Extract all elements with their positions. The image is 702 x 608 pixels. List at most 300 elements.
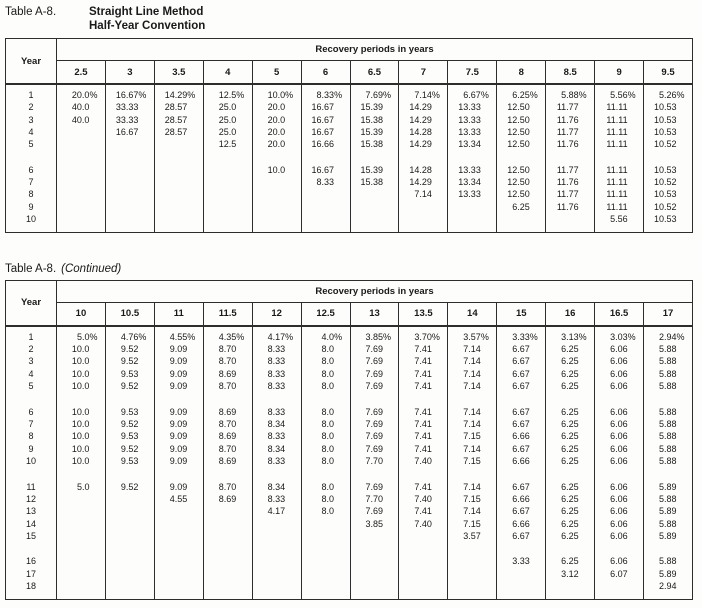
value-cell: 10.0	[57, 356, 106, 368]
table2-title	[5, 263, 696, 275]
data-row-year-2	[6, 101, 693, 113]
value-cell: 8.33	[252, 431, 301, 443]
value-cell: 6.66	[497, 493, 546, 505]
value-cell	[57, 176, 106, 188]
value-cell: 8.69	[203, 455, 252, 467]
value-cell: 6.25	[546, 556, 595, 568]
table1-title-prefix: Table A-8.	[5, 6, 57, 18]
value-cell: 6.25	[546, 418, 595, 430]
value-cell	[105, 556, 154, 568]
value-cell: 14.29	[399, 139, 448, 151]
table-a8-first	[5, 38, 693, 233]
table1-body	[6, 84, 693, 232]
value-cell: 7.14	[448, 418, 497, 430]
data-row-year-8	[6, 431, 693, 443]
value-cell: 8.69	[203, 493, 252, 505]
year-cell: 6	[28, 406, 34, 417]
value-cell: 7.69	[350, 368, 399, 380]
value-cell: 6.06	[595, 381, 644, 393]
value-cell: 11.11	[595, 126, 644, 138]
value-cell: 7.15	[448, 493, 497, 505]
value-cell: 15.38	[350, 176, 399, 188]
value-cell	[350, 581, 399, 593]
value-cell: 8.0	[301, 406, 350, 418]
value-cell: 28.57	[154, 101, 203, 113]
value-cell	[301, 581, 350, 593]
value-cell: 2.94%	[644, 331, 693, 343]
data-row-year-12	[6, 493, 693, 505]
value-cell: 15.38	[350, 139, 399, 151]
value-cell: 13.34	[448, 139, 497, 151]
value-cell: 12.50	[497, 126, 546, 138]
value-cell: 20.0	[252, 114, 301, 126]
year-cell: 2	[28, 102, 34, 113]
value-cell: 6.25	[546, 343, 595, 355]
value-cell: 8.33	[301, 176, 350, 188]
value-cell: 5.88	[644, 418, 693, 430]
value-cell	[546, 581, 595, 593]
value-cell	[252, 189, 301, 201]
value-cell	[350, 189, 399, 201]
value-cell: 5.88	[644, 556, 693, 568]
value-cell	[252, 556, 301, 568]
value-cell	[154, 214, 203, 226]
col-header-11.5: 11.5	[203, 302, 252, 326]
value-cell: 20.0%	[57, 89, 106, 101]
value-cell	[350, 568, 399, 580]
year-cell: 9	[28, 201, 34, 212]
value-cell: 6.06	[595, 493, 644, 505]
col-header-17: 17	[644, 302, 693, 326]
value-cell: 8.69	[203, 431, 252, 443]
year-cell: 10	[25, 214, 36, 225]
value-cell: 9.53	[105, 455, 154, 467]
value-cell: 8.0	[301, 481, 350, 493]
bottom-padding-row	[6, 593, 693, 600]
value-cell: 7.69	[350, 481, 399, 493]
col-header-3.5: 3.5	[154, 61, 203, 85]
value-cell: 11.11	[595, 139, 644, 151]
value-cell	[399, 201, 448, 213]
value-cell: 8.0	[301, 368, 350, 380]
value-cell: 6.06	[595, 518, 644, 530]
value-cell: 13.34	[448, 176, 497, 188]
data-row-year-2	[6, 343, 693, 355]
value-cell: 3.12	[546, 568, 595, 580]
data-row-year-4	[6, 126, 693, 138]
value-cell	[203, 530, 252, 542]
value-cell: 6.06	[595, 556, 644, 568]
value-cell: 16.66	[301, 139, 350, 151]
value-cell	[497, 581, 546, 593]
value-cell: 5.88%	[546, 89, 595, 101]
value-cell: 9.09	[154, 343, 203, 355]
value-cell	[497, 568, 546, 580]
value-cell: 12.5	[203, 139, 252, 151]
year-cell: 8	[28, 189, 34, 200]
table2-body	[6, 326, 693, 600]
value-cell	[350, 556, 399, 568]
col-header-8: 8	[497, 61, 546, 85]
col-header-13.5: 13.5	[399, 302, 448, 326]
value-cell: 7.41	[399, 481, 448, 493]
value-cell: 8.70	[203, 381, 252, 393]
data-row-year-4	[6, 368, 693, 380]
table-a8-continued	[5, 280, 693, 600]
value-cell	[448, 201, 497, 213]
value-cell: 10.0	[57, 455, 106, 467]
data-row-year-10	[6, 455, 693, 467]
value-cell: 9.53	[105, 368, 154, 380]
value-cell: 13.33	[448, 164, 497, 176]
value-cell: 14.29%	[154, 89, 203, 101]
value-cell: 7.69	[350, 343, 399, 355]
value-cell	[301, 518, 350, 530]
value-cell: 6.06	[595, 406, 644, 418]
col-header-7: 7	[399, 61, 448, 85]
value-cell: 12.50	[497, 189, 546, 201]
year-cell: 3	[28, 356, 34, 367]
value-cell	[57, 518, 106, 530]
value-cell: 7.41	[399, 368, 448, 380]
value-cell: 7.14	[448, 443, 497, 455]
value-cell: 9.09	[154, 418, 203, 430]
year-cell: 9	[28, 443, 34, 454]
value-cell: 7.14	[448, 506, 497, 518]
value-cell	[154, 530, 203, 542]
value-cell	[595, 581, 644, 593]
value-cell	[154, 189, 203, 201]
value-cell: 28.57	[154, 126, 203, 138]
value-cell	[448, 581, 497, 593]
value-cell: 5.56	[595, 214, 644, 226]
value-cell: 8.0	[301, 381, 350, 393]
value-cell: 7.14%	[399, 89, 448, 101]
value-cell	[203, 214, 252, 226]
value-cell: 6.67	[497, 356, 546, 368]
table1-title-line2: Half-Year Convention	[89, 20, 206, 33]
value-cell: 6.25	[546, 356, 595, 368]
value-cell: 7.14	[448, 381, 497, 393]
value-cell: 7.14	[448, 406, 497, 418]
data-row-year-3	[6, 114, 693, 126]
value-cell: 9.09	[154, 431, 203, 443]
value-cell	[301, 530, 350, 542]
value-cell: 8.34	[252, 418, 301, 430]
data-row-year-3	[6, 356, 693, 368]
value-cell: 16.67	[301, 114, 350, 126]
value-cell	[203, 201, 252, 213]
value-cell	[448, 568, 497, 580]
data-row-year-16	[6, 556, 693, 568]
value-cell: 8.0	[301, 418, 350, 430]
year-cell: 8	[28, 431, 34, 442]
value-cell: 3.70%	[399, 331, 448, 343]
value-cell: 9.09	[154, 481, 203, 493]
value-cell: 13.33	[448, 189, 497, 201]
group-spacer-row	[6, 468, 693, 481]
value-cell: 25.0	[203, 126, 252, 138]
year-cell: 4	[28, 126, 34, 137]
value-cell	[203, 556, 252, 568]
value-cell: 14.28	[399, 164, 448, 176]
value-cell: 10.0	[57, 368, 106, 380]
value-cell: 5.26%	[644, 89, 693, 101]
value-cell: 6.67	[497, 418, 546, 430]
value-cell: 10.52	[644, 201, 693, 213]
value-cell: 3.85%	[350, 331, 399, 343]
year-column-header: Year	[6, 280, 57, 326]
value-cell: 5.88	[644, 443, 693, 455]
value-cell: 9.52	[105, 356, 154, 368]
value-cell: 11.11	[595, 189, 644, 201]
value-cell	[252, 176, 301, 188]
value-cell	[399, 530, 448, 542]
value-cell: 10.53	[644, 101, 693, 113]
data-row-year-15	[6, 530, 693, 542]
value-cell: 7.40	[399, 455, 448, 467]
data-row-year-13	[6, 506, 693, 518]
value-cell	[105, 493, 154, 505]
value-cell: 8.33	[252, 455, 301, 467]
value-cell: 8.70	[203, 481, 252, 493]
data-row-year-9	[6, 443, 693, 455]
value-cell: 6.25	[546, 518, 595, 530]
value-cell: 6.06	[595, 506, 644, 518]
value-cell: 5.89	[644, 530, 693, 542]
value-cell: 28.57	[154, 114, 203, 126]
value-cell: 5.89	[644, 481, 693, 493]
value-cell: 3.13%	[546, 331, 595, 343]
year-cell: 15	[25, 531, 36, 542]
value-cell: 16.67	[105, 126, 154, 138]
value-cell: 15.39	[350, 126, 399, 138]
value-cell: 10.0	[57, 418, 106, 430]
value-cell	[57, 530, 106, 542]
value-cell: 6.67	[497, 481, 546, 493]
value-cell: 10.0	[57, 381, 106, 393]
group-spacer-row	[6, 393, 693, 406]
value-cell: 9.52	[105, 418, 154, 430]
value-cell: 8.69	[203, 368, 252, 380]
value-cell	[105, 164, 154, 176]
value-cell: 7.41	[399, 356, 448, 368]
value-cell	[448, 214, 497, 226]
value-cell	[154, 139, 203, 151]
value-cell: 4.76%	[105, 331, 154, 343]
data-row-year-6	[6, 406, 693, 418]
value-cell: 10.0	[57, 343, 106, 355]
value-cell	[154, 581, 203, 593]
value-cell: 9.09	[154, 406, 203, 418]
value-cell	[301, 201, 350, 213]
value-cell: 8.70	[203, 343, 252, 355]
value-cell: 7.40	[399, 518, 448, 530]
value-cell: 6.25	[546, 455, 595, 467]
value-cell: 12.50	[497, 114, 546, 126]
col-header-9.5: 9.5	[644, 61, 693, 85]
data-row-year-1	[6, 331, 693, 343]
value-cell: 10.53	[644, 164, 693, 176]
value-cell	[252, 530, 301, 542]
value-cell: 5.88	[644, 381, 693, 393]
value-cell	[399, 581, 448, 593]
value-cell: 2.94	[644, 581, 693, 593]
value-cell: 6.25	[546, 481, 595, 493]
value-cell: 15.39	[350, 101, 399, 113]
year-cell: 16	[25, 556, 36, 567]
value-cell: 11.77	[546, 164, 595, 176]
data-row-year-7	[6, 418, 693, 430]
value-cell	[301, 556, 350, 568]
value-cell: 40.0	[57, 101, 106, 113]
value-cell: 7.41	[399, 406, 448, 418]
year-column-header: Year	[6, 39, 57, 85]
value-cell: 9.09	[154, 381, 203, 393]
year-cell: 7	[28, 418, 34, 429]
value-cell: 8.33	[252, 381, 301, 393]
data-row-year-14	[6, 518, 693, 530]
value-cell	[497, 214, 546, 226]
value-cell	[57, 189, 106, 201]
value-cell: 8.33	[252, 406, 301, 418]
value-cell: 6.25	[497, 201, 546, 213]
value-cell	[301, 189, 350, 201]
value-cell: 6.06	[595, 455, 644, 467]
value-cell: 3.85	[350, 518, 399, 530]
value-cell	[154, 201, 203, 213]
year-cell: 2	[28, 344, 34, 355]
value-cell: 11.11	[595, 164, 644, 176]
col-header-4: 4	[203, 61, 252, 85]
value-cell: 6.67	[497, 506, 546, 518]
col-header-10: 10	[57, 302, 106, 326]
year-cell: 10	[25, 456, 36, 467]
value-cell: 3.33%	[497, 331, 546, 343]
value-cell: 10.0	[57, 443, 106, 455]
value-cell	[203, 568, 252, 580]
value-cell: 6.25	[546, 443, 595, 455]
col-header-9: 9	[595, 61, 644, 85]
value-cell	[350, 530, 399, 542]
value-cell: 10.53	[644, 189, 693, 201]
value-cell	[57, 556, 106, 568]
year-cell: 1	[28, 89, 34, 100]
value-cell: 7.69	[350, 443, 399, 455]
value-cell: 10.52	[644, 176, 693, 188]
value-cell: 5.88	[644, 493, 693, 505]
value-cell: 14.29	[399, 114, 448, 126]
value-cell	[448, 556, 497, 568]
value-cell	[105, 506, 154, 518]
value-cell: 5.88	[644, 368, 693, 380]
value-cell: 5.88	[644, 518, 693, 530]
value-cell: 11.76	[546, 201, 595, 213]
col-header-6.5: 6.5	[350, 61, 399, 85]
value-cell: 7.15	[448, 518, 497, 530]
value-cell: 9.52	[105, 381, 154, 393]
value-cell: 16.67	[301, 126, 350, 138]
value-cell: 6.67	[497, 406, 546, 418]
year-cell: 13	[25, 506, 36, 517]
value-cell: 6.67	[497, 443, 546, 455]
value-cell: 9.52	[105, 343, 154, 355]
value-cell: 8.0	[301, 506, 350, 518]
data-row-year-7	[6, 176, 693, 188]
value-cell	[154, 164, 203, 176]
data-row-year-5	[6, 381, 693, 393]
value-cell	[399, 214, 448, 226]
value-cell: 16.67	[301, 164, 350, 176]
value-cell: 11.77	[546, 189, 595, 201]
value-cell	[154, 568, 203, 580]
data-row-year-17	[6, 568, 693, 580]
value-cell	[350, 214, 399, 226]
year-cell: 11	[26, 481, 36, 492]
value-cell	[252, 201, 301, 213]
bottom-padding-row	[6, 226, 693, 233]
value-cell: 7.15	[448, 455, 497, 467]
value-cell: 7.69	[350, 431, 399, 443]
data-row-year-11	[6, 481, 693, 493]
value-cell	[399, 568, 448, 580]
value-cell	[57, 506, 106, 518]
value-cell	[57, 201, 106, 213]
value-cell: 5.88	[644, 343, 693, 355]
value-cell: 11.11	[595, 176, 644, 188]
value-cell: 25.0	[203, 101, 252, 113]
year-cell: 6	[28, 164, 34, 175]
col-header-3: 3	[105, 61, 154, 85]
value-cell: 4.55%	[154, 331, 203, 343]
value-cell	[105, 139, 154, 151]
value-cell: 7.69	[350, 406, 399, 418]
value-cell	[154, 176, 203, 188]
value-cell: 15.38	[350, 114, 399, 126]
year-cell: 3	[28, 114, 34, 125]
value-cell: 6.06	[595, 530, 644, 542]
value-cell: 6.06	[595, 356, 644, 368]
value-cell	[105, 214, 154, 226]
value-cell: 9.09	[154, 356, 203, 368]
recovery-periods-header: Recovery periods in years	[57, 39, 693, 61]
value-cell: 7.14	[448, 356, 497, 368]
value-cell: 6.67	[497, 381, 546, 393]
value-cell: 3.57	[448, 530, 497, 542]
value-cell: 8.34	[252, 443, 301, 455]
value-cell	[154, 556, 203, 568]
value-cell: 4.17%	[252, 331, 301, 343]
col-header-16.5: 16.5	[595, 302, 644, 326]
value-cell	[203, 581, 252, 593]
value-cell: 8.0	[301, 431, 350, 443]
value-cell: 11.76	[546, 176, 595, 188]
value-cell: 6.06	[595, 431, 644, 443]
value-cell: 7.41	[399, 431, 448, 443]
value-cell: 12.5%	[203, 89, 252, 101]
group-spacer-row	[6, 543, 693, 556]
value-cell	[252, 214, 301, 226]
value-cell	[203, 518, 252, 530]
value-cell	[105, 568, 154, 580]
value-cell: 7.15	[448, 431, 497, 443]
value-cell: 11.76	[546, 139, 595, 151]
col-header-8.5: 8.5	[546, 61, 595, 85]
value-cell: 12.50	[497, 164, 546, 176]
value-cell: 7.14	[399, 189, 448, 201]
year-cell: 1	[28, 331, 34, 342]
value-cell: 6.25	[546, 506, 595, 518]
